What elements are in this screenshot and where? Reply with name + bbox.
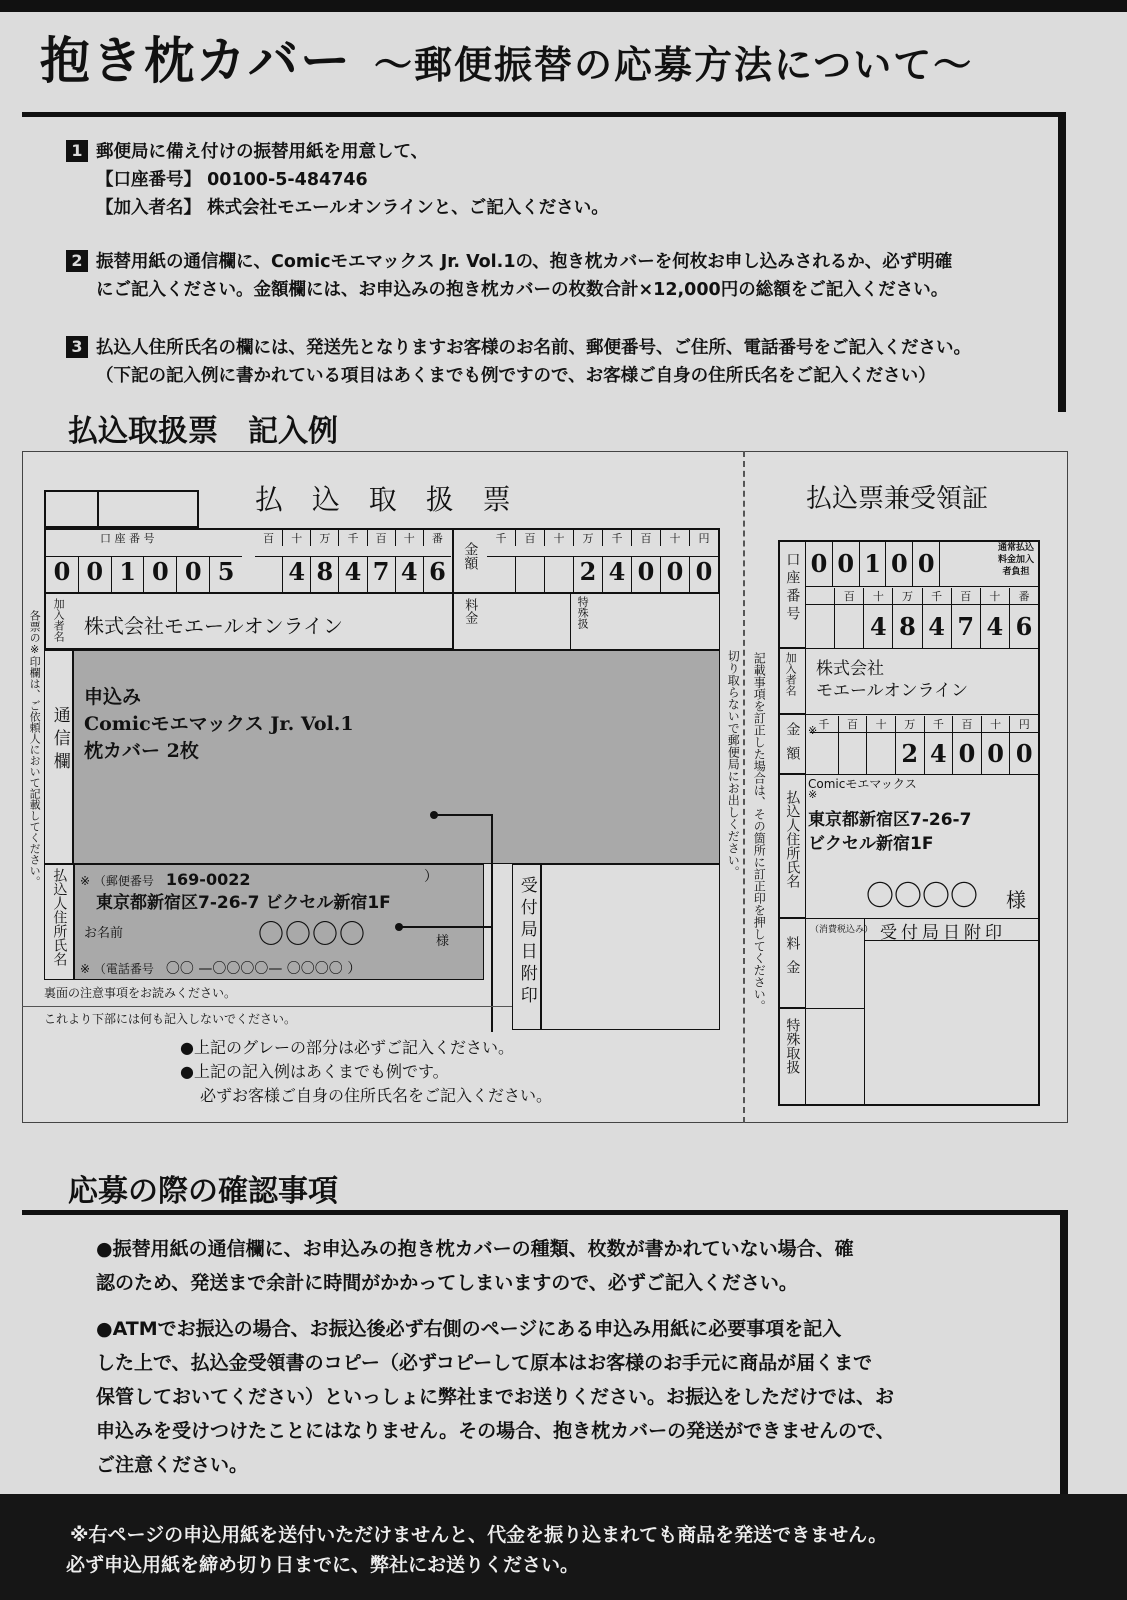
stamp-area xyxy=(540,864,720,1030)
page-title xyxy=(40,32,974,90)
footer-banner xyxy=(0,1494,1127,1600)
fee-label: 料金 xyxy=(462,598,478,624)
sama: 様 xyxy=(436,934,450,949)
amount-places: 千 百 十 万 千 百 十 円 xyxy=(487,530,718,546)
phone-row: ※ （電話番号 〇〇 —〇〇〇〇— 〇〇〇〇 ） xyxy=(80,961,362,977)
footer-line: 必ず申込用紙を締め切り日までに、弊社にお送りください。 xyxy=(66,1554,580,1576)
receipt-number-digits: 4 8 4 7 4 6 xyxy=(806,604,1038,649)
footer-line: ※右ページの申込用紙を送付いただけませんと、代金を振り込まれても商品を発送できません。 xyxy=(70,1524,888,1546)
note-back: 裏面の注意事項をお読みください。 xyxy=(44,986,237,1000)
title-main: 抱き枕カバー xyxy=(40,32,352,90)
title-sub: 〜郵便振替の応募方法について〜 xyxy=(374,43,974,87)
step-1 xyxy=(66,138,609,222)
receipt-amount-places: 千 百 十 万 千 百 十 円 xyxy=(810,716,1038,732)
step-text: 払込人住所氏名の欄には、発送先となりますお客様のお名前、郵便番号、ご住所、電話番号をご記入ください。 xyxy=(96,338,971,358)
step-text: にご記入ください。金額欄には、お申込みの抱き枕カバーの枚数合計×12,000円の総額をご記入ください。 xyxy=(96,280,949,300)
receipt-account-digits: 0 0 1 0 0 xyxy=(806,542,966,586)
postal-row: ※ （郵便番号 169-0022 xyxy=(80,870,251,889)
amount-digits: 2 4 0 0 0 xyxy=(487,556,718,593)
receipt-places: 百 十 万 千 百 十 番 xyxy=(806,588,1038,604)
receipt-account-label: 口座番号 xyxy=(784,552,801,624)
note-bottom: これより下部には何も記入しないでください。 xyxy=(44,1012,297,1026)
perforation-line xyxy=(743,451,745,1123)
amount-label: 金額 xyxy=(462,542,479,570)
receipt-fee-label: 料金 xyxy=(784,936,801,984)
receipt-payer-name: 〇〇〇〇 xyxy=(866,879,979,912)
receipt-tax-note: （消費税込み） xyxy=(810,925,874,935)
step-text: 【加入者名】 株式会社モエールオンラインと、ご記入ください。 xyxy=(96,198,609,218)
comm-label: 通信欄 xyxy=(49,706,70,775)
step-text: 郵便局に備え付けの振替用紙を用意して、 xyxy=(96,142,429,162)
receipt-sama: 様 xyxy=(1006,888,1026,912)
form-title: 払 込 取 扱 票 xyxy=(255,483,521,516)
step-number: 1 xyxy=(66,140,88,162)
confirm-heading: 応募の際の確認事項 xyxy=(68,1174,338,1209)
receipt-special-label: 特殊取扱 xyxy=(784,1018,801,1074)
center-vertical-note: 切り取らないで郵便局にお出しください。 xyxy=(726,650,741,878)
step-2 xyxy=(66,248,952,304)
subscriber-name: 株式会社モエールオンライン xyxy=(84,614,343,638)
receipt-vertical-note: 記載事項を訂正した場合は、その箇所に訂正印を押してください。 xyxy=(752,652,767,1012)
receipt-payer-address: 東京都新宿区7-26-7 ビクセル新宿1F xyxy=(808,810,972,854)
confirm-text: ●振替用紙の通信欄に、お申込みの抱き枕カバーの種類、枚数が書かれていない場合、確 認のため、発送まで余計に時間がかかってしまいますので、必ずご記入ください。 ●ATMでお振込の場合、お振込後必ず右側のページにある申込み用紙に必要事項を記入 した上で、払込金受領書のコピー（必ずコピーして原本はお客様のお手元に商品が届くまで 保管しておいてください）といっしょに弊社までお送りください。お振込をしただけでは、お 申込みを受けつけたことにはなりません。その場合、抱き枕カバーの発送ができませんので、 ご注意ください。 xyxy=(96,1238,895,1476)
receipt-title: 払込票兼受領証 xyxy=(806,484,989,514)
left-vertical-note: 各票の※印欄は、ご依頼人において記載してください。 xyxy=(28,610,42,887)
subscriber-label: 加入者名 xyxy=(52,598,66,642)
step-number: 3 xyxy=(66,336,88,358)
account-places: 百 十 万 千 百 十 番 xyxy=(255,530,451,546)
account-number-digits: 4 8 4 7 4 6 xyxy=(255,556,451,593)
form-corner-boxes xyxy=(44,490,199,528)
top-bar xyxy=(0,0,1127,12)
receipt-asterisk: ※ xyxy=(808,724,818,737)
receipt-amount-label: 金額 xyxy=(784,722,801,770)
account-header: 口 座 番 号 xyxy=(100,532,155,545)
receipt-fee-note: 通常払込料金加入者負担 xyxy=(997,543,1034,577)
receipt-stamp-label: 受付局日附印 xyxy=(880,923,1006,943)
step-number: 2 xyxy=(66,250,88,272)
payer-address: 東京都新宿区7-26-7 ビクセル新宿1F xyxy=(96,893,391,913)
form-instructions: ●上記のグレーの部分は必ずご記入ください。 ●上記の記入例はあくまでも例です。 必ずお客様ご自身の住所氏名をご記入ください。 xyxy=(180,1038,553,1105)
payer-label: 払込人住所氏名 xyxy=(51,868,68,966)
receipt-subscriber: 株式会社 モエールオンライン xyxy=(816,659,969,701)
special-label: 特殊扱 xyxy=(576,596,590,629)
step-3 xyxy=(66,334,971,390)
name-label: お名前 xyxy=(84,926,124,941)
stamp-label: 受付局日附印 xyxy=(516,876,537,1008)
step-text: 【口座番号】 00100-5-484746 xyxy=(96,170,368,190)
receipt-payer-label: 払込人住所氏名 xyxy=(784,790,801,888)
receipt-amount-digits: 2 4 0 0 0 xyxy=(810,732,1038,775)
account-prefix-digits: 0 0 1 0 0 5 xyxy=(46,556,242,593)
step-text: 振替用紙の通信欄に、Comicモエマックス Jr. Vol.1の、抱き枕カバーを何枚お申し込みされるか、必ず明確 xyxy=(96,252,953,272)
receipt-asterisk: ※ xyxy=(808,788,818,801)
example-heading: 払込取扱票 記入例 xyxy=(68,414,338,449)
receipt-subscriber-label: 加入者名 xyxy=(784,652,798,696)
payer-name: 〇〇〇〇 xyxy=(258,920,367,950)
receipt-payer-company: Comicモエマックス xyxy=(808,777,917,791)
comm-text: 申込み Comicモエマックス Jr. Vol.1 枕カバー 2枚 xyxy=(84,686,354,762)
step-text: （下記の記入例に書かれている項目はあくまでも例ですので、お客様ご自身の住所氏名をご記入ください） xyxy=(96,366,936,386)
